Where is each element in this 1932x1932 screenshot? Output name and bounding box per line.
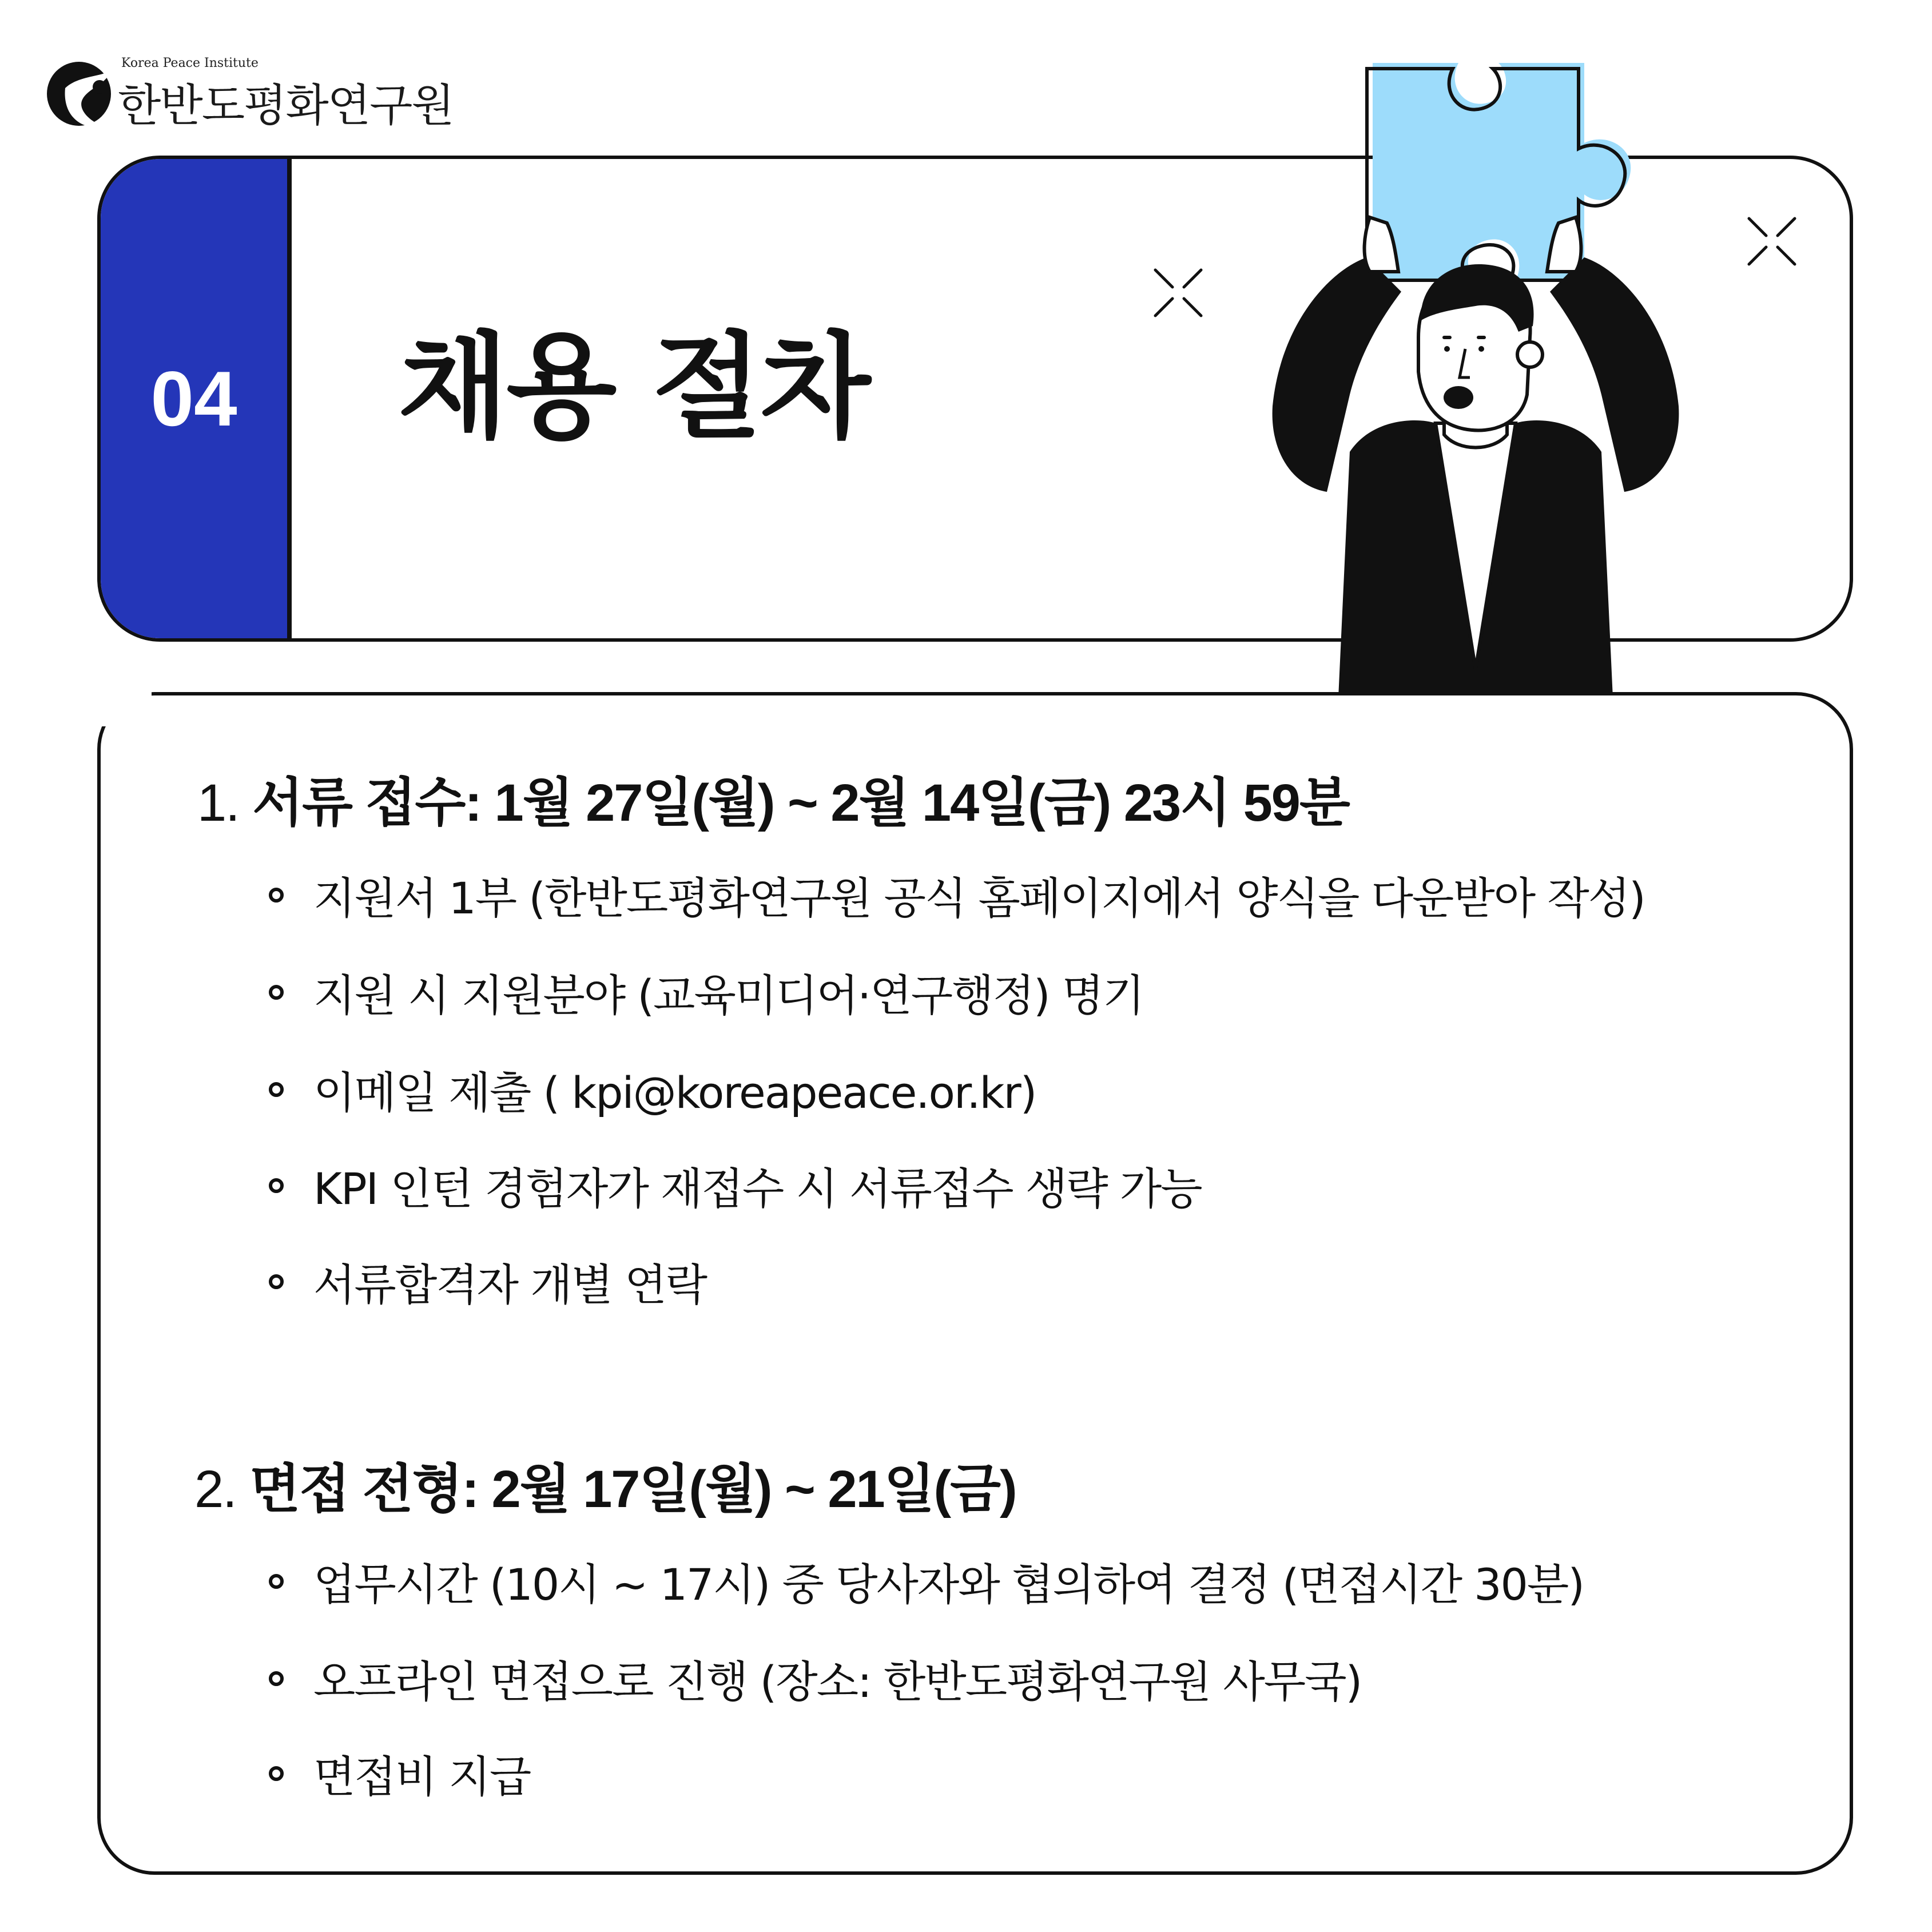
list-item: 지원 시 지원분야 (교육미디어·연구행정) 명기 [269,961,1144,1023]
logo-english-name: Korea Peace Institute [121,56,259,70]
bullet-circle-icon [269,1766,284,1781]
list-item: 면접비 지급 [269,1742,530,1804]
section-number: 04 [150,355,237,442]
logo-korean-name: 한반도평화연구원 [118,80,454,132]
bullet-circle-icon [269,888,284,903]
page-title: 채용 절차 [398,321,869,454]
logo-emblem-icon [42,54,128,134]
bullet-circle-icon [269,1178,284,1193]
bullet-circle-icon [269,1671,284,1686]
section-number-1: 1. [197,774,239,832]
list-item: KPI 인턴 경험자가 재접수 시 서류접수 생략 가능 [269,1154,1202,1217]
bullet-circle-icon [269,1574,284,1589]
list-item: 지원서 1부 (한반도평화연구원 공식 홈페이지에서 양식을 다운받아 작성) [269,864,1645,926]
list-item: 오프라인 면접으로 진행 (장소: 한반도평화연구원 사무국) [269,1647,1361,1710]
institute-logo [42,50,454,136]
bullet-circle-icon [269,1274,284,1289]
sparkle-icon [1150,264,1207,321]
section-number-2: 2. [194,1460,236,1518]
section-heading-interview [194,1447,1016,1522]
section-title-1: 서류 접수: 1월 27일(월) ~ 2월 14일(금) 23시 59분 [252,774,1349,832]
person-holding-puzzle-illustration [1247,51,1693,698]
list-item: 서류합격자 개별 연락 [269,1250,706,1313]
sparkle-icon [1743,213,1800,270]
bullet-circle-icon [269,985,284,1000]
section-title-2: 면접 전형: 2월 17일(월) ~ 21일(금) [249,1460,1016,1518]
bullet-circle-icon [269,1082,284,1097]
list-item: 이메일 제출 ( kpi@koreapeace.or.kr) [269,1058,1036,1120]
section-heading-document-submission [197,761,1349,836]
list-item: 업무시간 (10시 ~ 17시) 중 당사자와 협의하여 결정 (면접시간 30분) [269,1550,1584,1612]
